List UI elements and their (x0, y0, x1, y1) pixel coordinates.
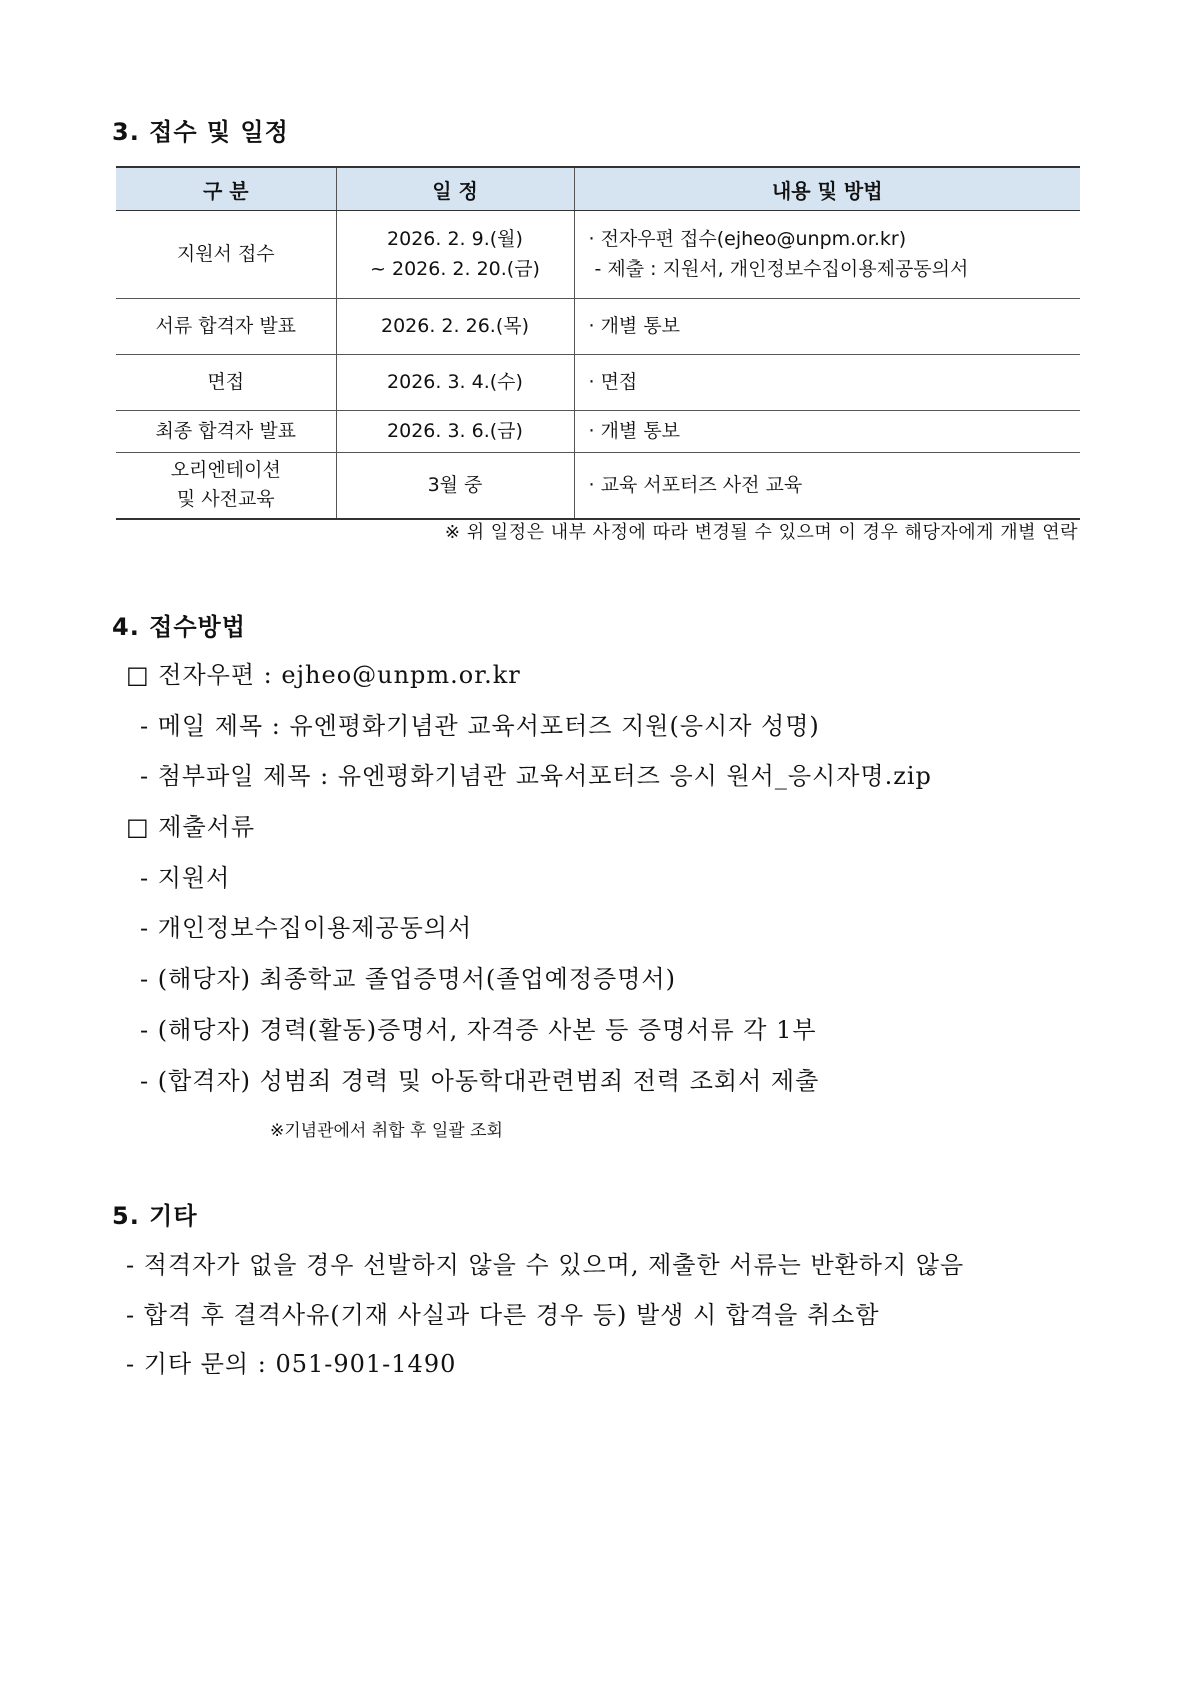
table-row (116, 299, 1080, 355)
table-header-row (116, 167, 1080, 211)
row-date: 2026. 2. 26.(목) (336, 299, 574, 355)
row-content: · 교육 서포터즈 사전 교육 (574, 453, 1080, 519)
row-content: · 개별 통보 (574, 299, 1080, 355)
row-category: 면접 (116, 355, 336, 411)
header-category: 구 분 (116, 167, 336, 211)
document-item: - (합격자) 성범죄 경력 및 아동학대관련범죄 전력 조회서 제출 (140, 1067, 820, 1095)
table-row (116, 411, 1080, 453)
row-date: 2026. 3. 6.(금) (336, 411, 574, 453)
table-row (116, 211, 1080, 299)
etc-item: - 기타 문의 : 051-901-1490 (126, 1350, 457, 1378)
row-category: 지원서 접수 (116, 211, 336, 299)
row-date: 3월 중 (336, 453, 574, 519)
etc-item: - 합격 후 결격사유(기재 사실과 다른 경우 등) 발생 시 합격을 취소함 (126, 1301, 880, 1329)
section3-heading: 3. 접수 및 일정 (112, 118, 289, 146)
row-category: 서류 합격자 발표 (116, 299, 336, 355)
document-item: - 지원서 (140, 864, 231, 892)
table-row (116, 453, 1080, 519)
row-content-line: - 제출 : 지원서, 개인정보수집이용제공동의서 (588, 257, 969, 280)
etc-item: - 적격자가 없을 경우 선발하지 않을 수 있으며, 제출한 서류는 반환하지 않음 (126, 1251, 965, 1279)
mail-subject-line: - 메일 제목 : 유엔평화기념관 교육서포터즈 지원(응시자 성명) (140, 712, 820, 740)
email-line: □ 전자우편 : ejheo@unpm.or.kr (126, 661, 521, 689)
row-category: 최종 합격자 발표 (116, 411, 336, 453)
header-date: 일 정 (336, 167, 574, 211)
schedule-table (116, 166, 1080, 520)
row-date-line: ~ 2026. 2. 20.(금) (370, 257, 540, 280)
row-category-line: 및 사전교육 (176, 488, 275, 511)
schedule-note: ※ 위 일정은 내부 사정에 따라 변경될 수 있으며 이 경우 해당자에게 개별 연락 (444, 522, 1078, 543)
table-row (116, 355, 1080, 411)
row-content (574, 211, 1080, 299)
row-category (116, 453, 336, 519)
row-category-line: 오리엔테이션 (170, 458, 281, 481)
document-item: - (해당자) 경력(활동)증명서, 자격증 사본 등 증명서류 각 1부 (140, 1016, 817, 1044)
row-date: 2026. 3. 4.(수) (336, 355, 574, 411)
row-content-line: · 전자우편 접수(ejheo@unpm.or.kr) (588, 228, 907, 251)
section4-heading: 4. 접수방법 (112, 613, 246, 641)
header-content: 내용 및 방법 (574, 167, 1080, 211)
row-content: · 면접 (574, 355, 1080, 411)
row-date (336, 211, 574, 299)
row-content: · 개별 통보 (574, 411, 1080, 453)
row-date-line: 2026. 2. 9.(월) (387, 228, 523, 251)
document-item: - 개인정보수집이용제공동의서 (140, 914, 473, 942)
document-item: - (해당자) 최종학교 졸업증명서(졸업예정증명서) (140, 965, 676, 993)
attachment-title-line: - 첨부파일 제목 : 유엔평화기념관 교육서포터즈 응시 원서_응시자명.zip (140, 762, 932, 790)
section5-heading: 5. 기타 (112, 1202, 198, 1230)
documents-note: ※기념관에서 취합 후 일괄 조회 (270, 1121, 503, 1141)
documents-heading-line: □ 제출서류 (126, 813, 256, 841)
